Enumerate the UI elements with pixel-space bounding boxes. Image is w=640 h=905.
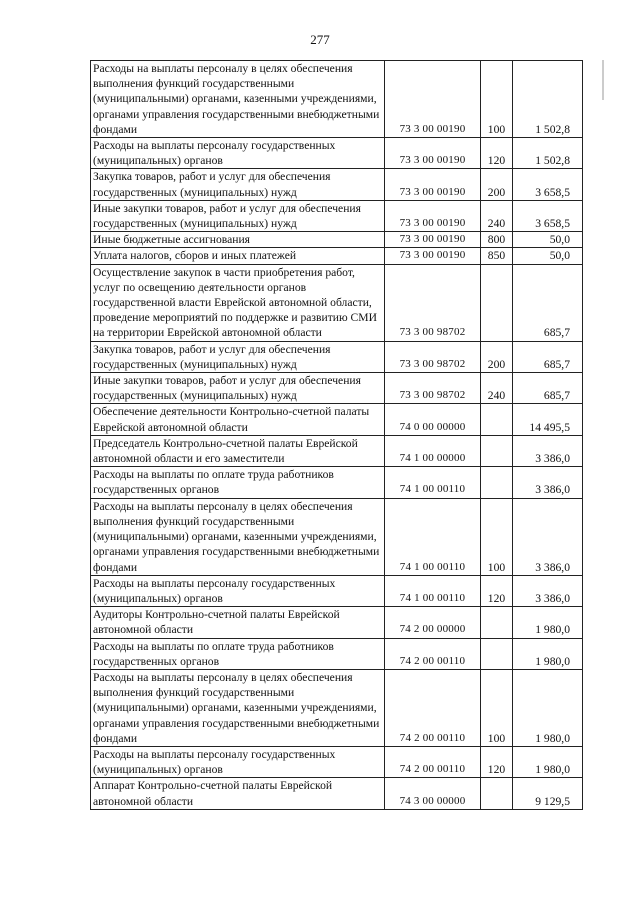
- row-amount: 1 980,0: [513, 638, 583, 669]
- table-row: [91, 498, 583, 575]
- row-code: 74 1 00 00110: [385, 467, 481, 498]
- row-code: 74 1 00 00110: [385, 575, 481, 606]
- row-amount: 685,7: [513, 264, 583, 341]
- row-amount: 50,0: [513, 232, 583, 248]
- row-amount: 3 658,5: [513, 200, 583, 231]
- row-vr: 100: [481, 669, 513, 746]
- row-code: 73 3 00 98702: [385, 341, 481, 372]
- row-name: Иные бюджетные ассигнования: [91, 232, 385, 248]
- row-vr: 800: [481, 232, 513, 248]
- table-row: [91, 232, 583, 248]
- row-vr: 100: [481, 61, 513, 138]
- table-row: [91, 341, 583, 372]
- row-name: Расходы на выплаты по оплате труда работников государственных органов: [91, 638, 385, 669]
- table-row: [91, 200, 583, 231]
- row-vr: [481, 778, 513, 809]
- row-amount: 1 980,0: [513, 607, 583, 638]
- row-vr: 200: [481, 341, 513, 372]
- row-name: Иные закупки товаров, работ и услуг для обеспечения государственных (муниципальных) нужд: [91, 373, 385, 404]
- row-amount: 1 502,8: [513, 138, 583, 169]
- row-name: Уплата налогов, сборов и иных платежей: [91, 248, 385, 264]
- row-code: 74 1 00 00110: [385, 498, 481, 575]
- row-amount: 9 129,5: [513, 778, 583, 809]
- row-name: Закупка товаров, работ и услуг для обеспечения государственных (муниципальных) нужд: [91, 169, 385, 200]
- row-vr: [481, 435, 513, 466]
- budget-table: [90, 60, 583, 810]
- row-code: 74 2 00 00110: [385, 638, 481, 669]
- row-amount: 50,0: [513, 248, 583, 264]
- row-vr: [481, 264, 513, 341]
- table-row: [91, 575, 583, 606]
- row-name: Обеспечение деятельности Контрольно-счетной палаты Еврейской автономной области: [91, 404, 385, 435]
- table-row: [91, 169, 583, 200]
- row-amount: 14 495,5: [513, 404, 583, 435]
- row-code: 74 2 00 00000: [385, 607, 481, 638]
- row-name: Расходы на выплаты персоналу в целях обеспечения выполнения функций государственными (муниципальными) органами, казенными учреждениями, органами управления государственными внебюджетными фондами: [91, 61, 385, 138]
- table-row: [91, 467, 583, 498]
- row-amount: 685,7: [513, 341, 583, 372]
- table-row: [91, 404, 583, 435]
- table-row: [91, 264, 583, 341]
- row-code: 73 3 00 00190: [385, 61, 481, 138]
- row-vr: 100: [481, 498, 513, 575]
- table-row: [91, 669, 583, 746]
- row-amount: 685,7: [513, 373, 583, 404]
- row-name: Аудиторы Контрольно-счетной палаты Еврейской автономной области: [91, 607, 385, 638]
- row-name: Расходы на выплаты персоналу в целях обеспечения выполнения функций государственными (муниципальными) органами, казенными учреждениями, органами управления государственными внебюджетными фондами: [91, 669, 385, 746]
- budget-table-body: [91, 61, 583, 810]
- row-vr: 240: [481, 373, 513, 404]
- table-row: [91, 248, 583, 264]
- row-code: 74 3 00 00000: [385, 778, 481, 809]
- row-code: 74 1 00 00000: [385, 435, 481, 466]
- row-amount: 1 980,0: [513, 669, 583, 746]
- table-row: [91, 138, 583, 169]
- row-name: Расходы на выплаты персоналу государственных (муниципальных) органов: [91, 575, 385, 606]
- table-row: [91, 607, 583, 638]
- row-code: 73 3 00 00190: [385, 169, 481, 200]
- row-amount: 1 502,8: [513, 61, 583, 138]
- row-code: 74 2 00 00110: [385, 669, 481, 746]
- table-row: [91, 435, 583, 466]
- row-name: Осуществление закупок в части приобретения работ, услуг по освещению деятельности органов государственной власти Еврейской автономной области, проведение мероприятий по поддержке и развитию СМИ на территории Еврейской автономной области: [91, 264, 385, 341]
- table-row: [91, 746, 583, 777]
- row-vr: [481, 638, 513, 669]
- row-amount: 3 386,0: [513, 575, 583, 606]
- scan-edge-mark: [602, 60, 604, 100]
- row-vr: 120: [481, 746, 513, 777]
- row-vr: 200: [481, 169, 513, 200]
- row-amount: 3 386,0: [513, 435, 583, 466]
- row-amount: 1 980,0: [513, 746, 583, 777]
- row-vr: 850: [481, 248, 513, 264]
- row-vr: 120: [481, 575, 513, 606]
- table-row: [91, 61, 583, 138]
- row-name: Расходы на выплаты персоналу государственных (муниципальных) органов: [91, 746, 385, 777]
- row-code: 74 2 00 00110: [385, 746, 481, 777]
- row-code: 73 3 00 98702: [385, 264, 481, 341]
- row-name: Расходы на выплаты по оплате труда работников государственных органов: [91, 467, 385, 498]
- row-code: 74 0 00 00000: [385, 404, 481, 435]
- row-name: Расходы на выплаты персоналу государственных (муниципальных) органов: [91, 138, 385, 169]
- row-vr: [481, 607, 513, 638]
- page-number: 277: [310, 32, 330, 47]
- row-code: 73 3 00 00190: [385, 248, 481, 264]
- table-row: [91, 638, 583, 669]
- row-name: Расходы на выплаты персоналу в целях обеспечения выполнения функций государственными (муниципальными) органами, казенными учреждениями, органами управления государственными внебюджетными фондами: [91, 498, 385, 575]
- table-row: [91, 778, 583, 809]
- row-name: Председатель Контрольно-счетной палаты Еврейской автономной области и его заместители: [91, 435, 385, 466]
- row-amount: 3 386,0: [513, 498, 583, 575]
- row-vr: 240: [481, 200, 513, 231]
- row-code: 73 3 00 00190: [385, 232, 481, 248]
- row-code: 73 3 00 00190: [385, 200, 481, 231]
- row-amount: 3 658,5: [513, 169, 583, 200]
- row-vr: [481, 467, 513, 498]
- row-code: 73 3 00 00190: [385, 138, 481, 169]
- row-vr: [481, 404, 513, 435]
- row-name: Аппарат Контрольно-счетной палаты Еврейской автономной области: [91, 778, 385, 809]
- row-amount: 3 386,0: [513, 467, 583, 498]
- row-code: 73 3 00 98702: [385, 373, 481, 404]
- table-row: [91, 373, 583, 404]
- row-name: Иные закупки товаров, работ и услуг для обеспечения государственных (муниципальных) нужд: [91, 200, 385, 231]
- row-name: Закупка товаров, работ и услуг для обеспечения государственных (муниципальных) нужд: [91, 341, 385, 372]
- row-vr: 120: [481, 138, 513, 169]
